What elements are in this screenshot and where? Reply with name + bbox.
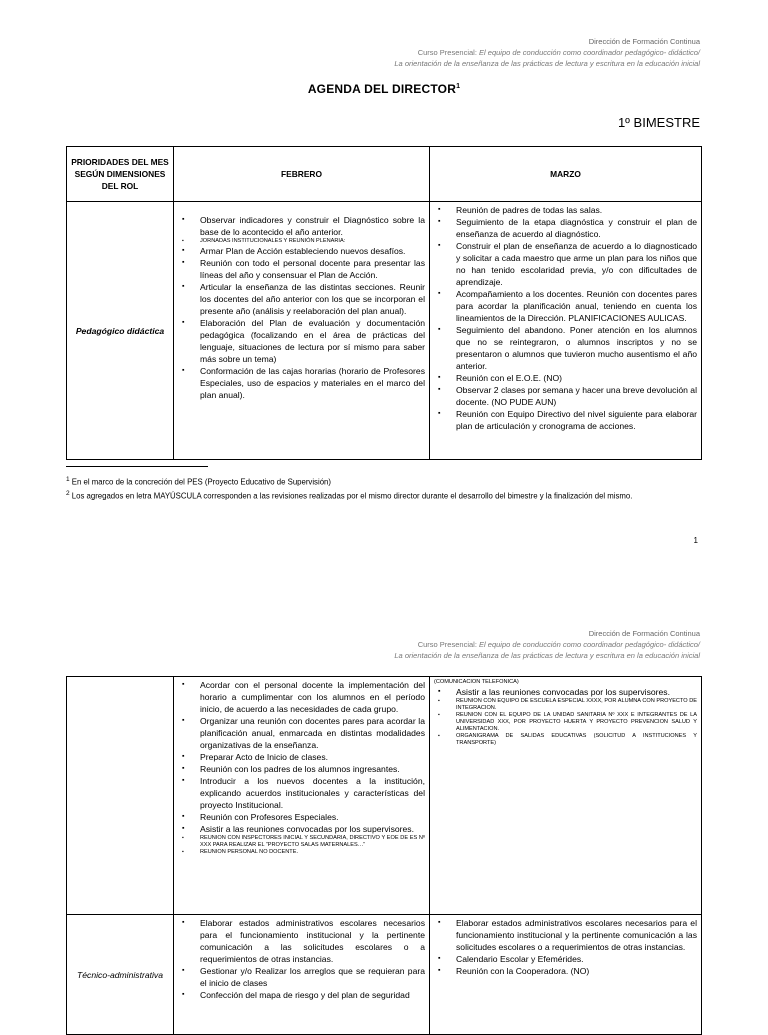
list-item: ▪ Elaborar estados administrativos escolares necesarios para el funcionamiento institucional y la pertinente comunicación a las solicitudes escolares o a requerimientos de otras instancias.: [178, 917, 425, 965]
agenda-table: [66, 146, 702, 460]
list-item: ▪ Seguimiento de la etapa diagnóstica y construir el plan de enseñanza de acuerdo al diagnóstico.: [434, 216, 697, 240]
list-item: ▪ Confección del mapa de riesgo y del plan de seguridad: [178, 989, 425, 1001]
list-item: ▪ ORGANIGRAMA DE SALIDAS EDUCATIVAS (SOLICITUD A INSTITUCIONES Y TRANSPORTE): [434, 733, 697, 747]
page-header: [394, 36, 700, 69]
list-item: ▪ Reunión con los padres de los alumnos ingresantes.: [178, 763, 425, 775]
footnote-separator: [66, 466, 208, 467]
list-item: ▪ REUNION CON EL EQUIPO DE LA UNIDAD SANITARIA Nº XXX E INTEGRANTES DE LA UNIVERSIDAD XXX, POR PROYECTO HUERTA Y PROYECTO PREVENCION SALUD Y ALIMENTACION.: [434, 712, 697, 733]
header-course-text: El equipo de conducción como coordinador pedagógico- didáctico/: [479, 48, 700, 57]
footnote-1: $^1$ En el marco de la concreción del PES (Proyecto Educativo de Supervisión): [66, 476, 331, 487]
list-item: ▪ Elaboración del Plan de evaluación y documentación pedagógica (focalizando en el área de prácticas del lenguaje, situaciones de lectura por sí mismo para saber más sobre un tema): [178, 317, 425, 365]
list-item: ▪ Conformación de las cajas horarias (horario de Profesores Especiales, uso de espacios y materiales en el marco del plan anual).: [178, 365, 425, 401]
list-item: ▪ Acompañamiento a los docentes. Reunión con docentes pares para acordar la planificación anual, teniendo en cuenta los lineamientos de la Dirección. PLANIFICACIONES AULICAS.: [434, 288, 697, 324]
list-item: ▪ Acordar con el personal docente la implementación del horario a cumplimentar con los alumnos en el período inicio, de acuerdo a las necesidades de cada grupo.: [178, 679, 425, 715]
febrero-list-tecnico: [178, 917, 425, 1001]
header-febrero: FEBRERO: [174, 147, 430, 202]
list-item: ▪ Reunión con Equipo Directivo del nivel siguiente para elaborar plan de articulación y cronograma de acciones.: [434, 408, 697, 432]
marzo-note: (COMUNICACION TELEFONICA): [434, 679, 519, 685]
footnotes: [66, 474, 706, 501]
list-item: ▪ Observar 2 clases por semana y hacer una breve devolución al docente. (NO PUDE AUN): [434, 384, 697, 408]
list-item: ▪ Seguimiento del abandono. Poner atención en los alumnos que no se reintegraron, o alumnos inscriptos y no se presentaron o alumnos que tuvieron mucho ausentismo el año anterior.: [434, 324, 697, 372]
document-title: AGENDA DEL DIRECTOR$^1$: [307, 82, 461, 96]
list-item: ▪ Construir el plan de enseñanza de acuerdo a lo diagnosticado y solicitar a cada maestro que arme un plan para los niños que no han tenido escolaridad previa, y/o con dificultades de aprendizaje.: [434, 240, 697, 288]
table-header-row: [67, 147, 702, 202]
list-item: ▪ Articular la enseñanza de las distintas secciones. Reunir los docentes del año anterior con los que se incorporan el presente año (análisis y reelaboración del plan anual).: [178, 281, 425, 317]
header-line-2: [394, 47, 700, 58]
list-item: ▪ Gestionar y/o Realizar los arreglos que se requieran para el inicio de clases: [178, 965, 425, 989]
title-footnote-ref: 1: [456, 83, 461, 90]
row-pedagogico: [67, 202, 702, 460]
row-continued: [67, 677, 702, 915]
cell-marzo-continued: [430, 677, 702, 915]
header-line-3: La orientación de la enseñanza de las prácticas de lectura y escritura en la educación inicial: [394, 59, 700, 68]
list-item: ▪ Reunión con todo el personal docente para presentar las líneas del año y consensuar el Plan de Acción.: [178, 257, 425, 281]
row-label-tecnico: Técnico-administrativa: [67, 915, 174, 1035]
header-prioridades: PRIORIDADES DEL MES SEGÚN DIMENSIONES DEL ROL: [67, 147, 174, 202]
list-item: ▪ Introducir a los nuevos docentes a la institución, explicando acuerdos institucionales y características del proyecto Institucional.: [178, 775, 425, 811]
list-item: ▪ Armar Plan de Acción estableciendo nuevos desafíos.: [178, 245, 425, 257]
marzo-list-continued: [434, 686, 697, 747]
cell-marzo-tecnico: [430, 915, 702, 1035]
list-item: ▪ Asistir a las reuniones convocadas por los supervisores.: [178, 823, 425, 835]
marzo-list: [434, 204, 697, 432]
list-item: ▪ Asistir a las reuniones convocadas por los supervisores.: [434, 686, 697, 698]
list-item: ▪ Calendario Escolar y Efemérides.: [434, 953, 697, 965]
list-item: ▪ Reunión de padres de todas las salas.: [434, 204, 697, 216]
febrero-list: [178, 214, 425, 401]
header-course-label: Curso Presencial:: [417, 48, 477, 57]
list-item: ▪ REUNION PERSONAL NO DOCENTE.: [178, 849, 425, 856]
list-item: ▪ Preparar Acto de Inicio de clases.: [178, 751, 425, 763]
list-item: ▪ REUNION CON EQUIPO DE ESCUELA ESPECIAL XXXX, POR ALUMNA CON PROYECTO DE INTEGRACION.: [434, 698, 697, 712]
footnote-2: $^2$ Los agregados en letra MAYÚSCULA corresponden a las revisiones realizadas por el mismo director durante el desarrollo del bimestre y la finalización del mismo.: [66, 489, 633, 501]
page-header-2: Dirección de Formación Continua Curso Presencial: El equipo de conducción como coordinador pedagógico- didáctico/ La orientación de la enseñanza de las prácticas de lectura y escritura en la educación inicial: [394, 629, 700, 660]
page-number: 1: [693, 536, 698, 545]
agenda-table-continued: [66, 676, 702, 1035]
list-item: ▪ Reunión con la Cooperadora. (NO): [434, 965, 697, 977]
list-item: ▪ JORNADAS INSTITUCIONALES Y REUNIÓN PLENARIA:: [178, 238, 425, 245]
list-item: ▪ Reunión con el E.O.E. (NO): [434, 372, 697, 384]
cell-febrero-continued: [174, 677, 430, 915]
list-item: ▪ REUNION CON INSPECTORES INICIAL Y SECUNDARIA, DIRECTIVO Y EOE DE ES Nº XXX PARA REALIZAR EL “PROYECTO SALAS MATERNALES…”: [178, 835, 425, 849]
bimestre-label: 1º BIMESTRE: [617, 115, 700, 130]
row-label-pedagogico: Pedagógico didáctica: [67, 202, 174, 460]
header-marzo: MARZO: [430, 147, 702, 202]
cell-febrero-pedagogico: [174, 202, 430, 460]
header-line-1: Dirección de Formación Continua: [588, 37, 700, 46]
list-item: ▪ Elaborar estados administrativos escolares necesarios para el funcionamiento institucional y la pertinente comunicación a las solicitudes escolares o a requerimientos de otras instancias.: [434, 917, 697, 953]
febrero-list-continued: [178, 679, 425, 856]
cell-febrero-tecnico: [174, 915, 430, 1035]
marzo-list-tecnico: [434, 917, 697, 977]
list-item: ▪ Observar indicadores y construir el Diagnóstico sobre la base de lo acontecido el año anterior.: [178, 214, 425, 238]
cell-marzo-pedagogico: [430, 202, 702, 460]
list-item: ▪ Organizar una reunión con docentes pares para acordar la planificación anual, enmarcada en distintas modalidades organizativas de la enseñanza.: [178, 715, 425, 751]
list-item: ▪ Reunión con Profesores Especiales.: [178, 811, 425, 823]
row-tecnico: [67, 915, 702, 1035]
row-label-continued: [67, 677, 174, 915]
